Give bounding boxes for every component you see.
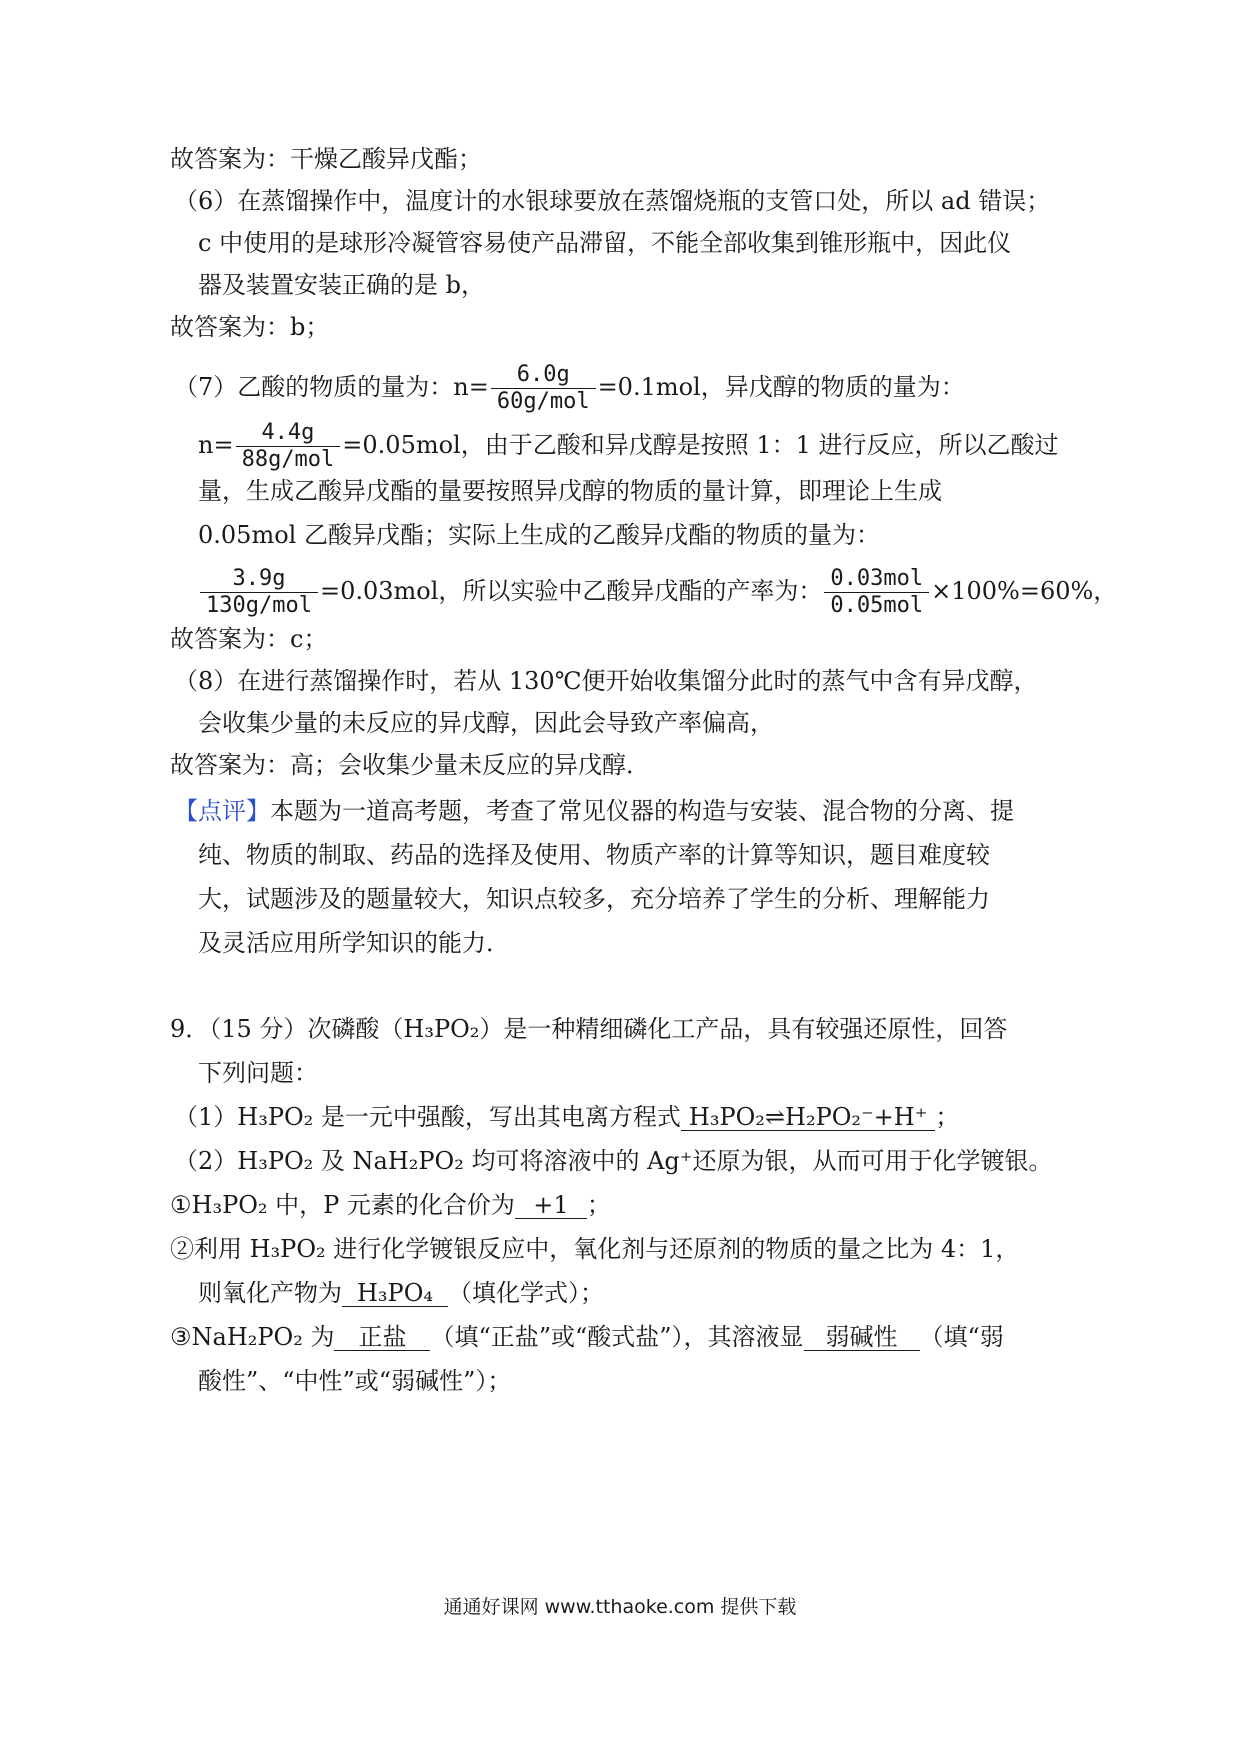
question-9-sub-2-cont <box>198 1276 604 1310</box>
comment-tag: 【点评】 <box>174 797 270 825</box>
fraction-ester <box>200 566 318 619</box>
answer-blank-ionization: H₃PO₂⇌H₂PO₂⁻+H⁺ <box>681 1104 935 1131</box>
item-7-line-3: 量，生成乙酸异戊酯的量要按照异戊醇的物质的量计算，即理论上生成 <box>198 477 942 505</box>
fraction-numerator: 3.9g <box>200 566 318 593</box>
sub-3-text-c: （填“弱 <box>919 1323 1004 1351</box>
item-7-text-a: （7）乙酸的物质的量为：n= <box>174 373 489 401</box>
comment-text: 本题为一道高考题，考查了常见仪器的构造与安装、混合物的分离、提 <box>270 797 1014 825</box>
sub-2-end: （填化学式）； <box>448 1279 604 1307</box>
item-8-line-1: （8）在进行蒸馏操作时，若从 130℃便开始收集馏分此时的蒸气中含有异戊醇， <box>174 667 1038 695</box>
fraction-numerator: 6.0g <box>491 362 596 389</box>
fraction-yield <box>824 566 929 619</box>
item-6-line-3: 器及装置安装正确的是 b， <box>198 271 485 299</box>
item-7-line-1 <box>174 362 965 415</box>
item-7-text-e: =0.03mol，所以实验中乙酸异戊酯的产率为： <box>319 577 823 605</box>
answer-line-8: 故答案为：高；会收集少量未反应的异戊醇． <box>170 751 650 779</box>
fraction-denominator: 88g/mol <box>241 447 335 472</box>
fraction-denominator: 130g/mol <box>206 593 312 618</box>
item-6-line-2: c 中使用的是球形冷凝管容易使产品滞留，不能全部收集到锥形瓶中，因此仪 <box>198 229 1012 257</box>
answer-blank-oxidation-product: H₃PO₄ <box>342 1280 448 1307</box>
item-7-line-5 <box>198 566 1117 619</box>
page-footer: 通通好课网 www.tthaoke.com 提供下载 <box>443 1596 797 1618</box>
answer-blank-salt-type: 正盐 <box>334 1324 430 1351</box>
question-9-sub-3 <box>170 1320 1004 1354</box>
fraction-isoamyl-alcohol <box>236 420 341 473</box>
question-9-line-1: 9．（15 分）次磷酸（H₃PO₂）是一种精细磷化工产品，具有较强还原性，回答 <box>170 1015 1008 1043</box>
item-7-text-c: n= <box>198 431 234 459</box>
sub-3-text-b: （填“正盐”或“酸式盐”），其溶液显 <box>430 1323 804 1351</box>
part-1-end: ； <box>935 1103 960 1131</box>
answer-line-7: 故答案为：c； <box>170 625 328 653</box>
question-9-part-1 <box>174 1100 959 1134</box>
question-9-part-2: （2）H₃PO₂ 及 NaH₂PO₂ 均可将溶液中的 Ag⁺还原为银，从而可用于化学镀银。 <box>174 1147 1053 1175</box>
sub-1-end: ； <box>586 1191 611 1219</box>
fraction-numerator: 4.4g <box>236 420 341 447</box>
sub-2-text: 则氧化产物为 <box>198 1279 342 1307</box>
comment-line-4: 及灵活应用所学知识的能力． <box>198 929 510 957</box>
item-6-line-1: （6）在蒸馏操作中，温度计的水银球要放在蒸馏烧瓶的支管口处，所以 ad 错误； <box>174 187 1051 215</box>
question-9-sub-1 <box>170 1188 611 1222</box>
question-9-sub-3-cont: 酸性”、“中性”或“弱碱性”）； <box>198 1367 512 1395</box>
comment-line-2: 纯、物质的制取、药品的选择及使用、物质产率的计算等知识，题目难度较 <box>198 841 990 869</box>
fraction-acetic-acid <box>491 362 596 415</box>
fraction-denominator: 60g/mol <box>496 389 590 414</box>
item-7-text-f: ×100%=60%， <box>931 577 1118 605</box>
fraction-numerator: 0.03mol <box>824 566 929 593</box>
sub-3-text-a: ③NaH₂PO₂ 为 <box>170 1323 335 1351</box>
answer-blank-valence: +1 <box>515 1192 587 1219</box>
answer-blank-acidity: 弱碱性 <box>804 1324 920 1351</box>
item-7-line-2 <box>198 420 1059 473</box>
sub-1-text: ①H₃PO₂ 中，P 元素的化合价为 <box>170 1191 515 1219</box>
answer-line-6: 故答案为：b； <box>170 313 330 341</box>
item-7-line-4: 0.05mol 乙酸异戊酯；实际上生成的乙酸异戊酯的物质的量为： <box>198 521 880 549</box>
part-1-text: （1）H₃PO₂ 是一元中强酸，写出其电离方程式 <box>174 1103 681 1131</box>
comment-line-3: 大，试题涉及的题量较大，知识点较多，充分培养了学生的分析、理解能力 <box>198 885 990 913</box>
answer-line-5: 故答案为：干燥乙酸异戊酯； <box>170 145 482 173</box>
question-9-sub-2: ②利用 H₃PO₂ 进行化学镀银反应中，氧化剂与还原剂的物质的量之比为 4：1， <box>170 1235 1020 1263</box>
item-7-text-d: =0.05mol，由于乙酸和异戊醇是按照 1：1 进行反应，所以乙酸过 <box>342 431 1059 459</box>
question-9-line-2: 下列问题： <box>198 1059 318 1087</box>
item-8-line-2: 会收集少量的未反应的异戊醇，因此会导致产率偏高， <box>198 709 774 737</box>
item-7-text-b: =0.1mol，异戊醇的物质的量为： <box>597 373 965 401</box>
fraction-denominator: 0.05mol <box>830 593 924 618</box>
comment-line-1 <box>174 794 1014 828</box>
